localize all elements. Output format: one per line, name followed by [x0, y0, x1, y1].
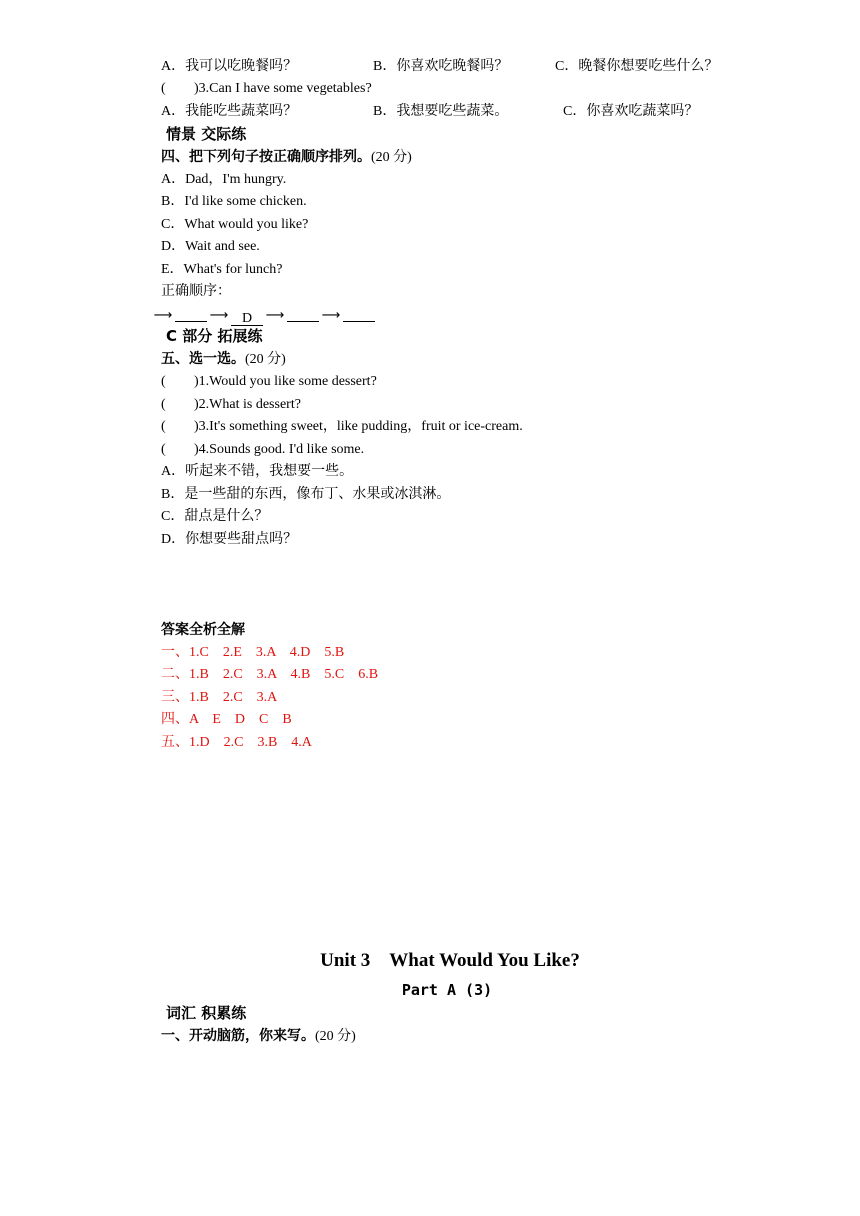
- q4-order-row: [151, 307, 375, 326]
- arrow-icon: ⟶: [265, 308, 285, 323]
- answer-line-2: 二、1.B 2.C 3.A 4.B 5.C 6.B: [161, 667, 379, 682]
- q5-heading: 五、选一选。(20 分): [161, 351, 286, 367]
- section-b-heading: 情景 交际练: [166, 125, 247, 143]
- q5-item-2: ( )2.What is dessert?: [161, 397, 301, 412]
- q4-item-a: A．Dad，I'm hungry.: [161, 172, 287, 187]
- order-blank-3[interactable]: [287, 307, 319, 322]
- q3-3-text: 3.Can I have some vegetables?: [198, 81, 372, 96]
- answer-line-5: 五、1.D 2.C 3.B 4.A: [161, 735, 312, 750]
- q5-option-d: D．你想要些甜点吗？: [161, 532, 298, 547]
- q3-2-options: [161, 58, 297, 76]
- q3-3-option-a: A．我能吃些蔬菜吗？: [161, 104, 298, 119]
- q3-3-option-b: B．我想要吃些蔬菜。: [373, 104, 509, 119]
- answer-line-3: 三、1.B 2.C 3.A: [161, 690, 278, 705]
- q5-item-3: ( )3.It's something sweet，like pudding，fruit or ice-cream.: [161, 419, 523, 434]
- q5-item-4: ( )4.Sounds good. I'd like some.: [161, 442, 365, 457]
- arrow-icon: ⟶: [321, 308, 341, 323]
- q5-option-b: B．是一些甜的东西，像布丁、水果或冰淇淋。: [161, 487, 451, 502]
- q3-3-question: ( )3.Can I have some vegetables?: [161, 81, 372, 96]
- unit-q1-heading: 一、开动脑筋，你来写。(20 分): [161, 1028, 356, 1044]
- answer-line-4: 四、A E D C B: [161, 712, 292, 727]
- q4-item-c: C．What would you like?: [161, 217, 309, 232]
- q5-option-c: C．甜点是什么？: [161, 509, 269, 524]
- unit-subtitle: Part A (3): [401, 981, 493, 999]
- q3-2-option-a: A．我可以吃晚餐吗？: [161, 59, 298, 74]
- q4-item-e: E．What's for lunch?: [161, 262, 283, 277]
- arrow-icon: ⟶: [153, 308, 173, 323]
- q5-item-1: ( )1.Would you like some dessert?: [161, 374, 377, 389]
- q3-2-option-b: B．你喜欢吃晚餐吗？: [373, 59, 509, 74]
- unit-title: Unit 3 What Would You Like?: [320, 950, 580, 971]
- vocab-section-heading: 词汇 积累练: [166, 1004, 247, 1022]
- answer-line-1: 一、1.C 2.E 3.A 4.D 5.B: [161, 645, 345, 660]
- q4-item-b: B．I'd like some chicken.: [161, 194, 307, 209]
- order-blank-1[interactable]: [175, 307, 207, 322]
- q5-option-a: A．听起来不错，我想要一些。: [161, 464, 354, 479]
- q3-3-option-c: C．你喜欢吃蔬菜吗？: [563, 104, 699, 119]
- order-blank-4[interactable]: [343, 307, 375, 322]
- order-blank-2[interactable]: D: [231, 311, 263, 326]
- q4-order-label: 正确顺序：: [161, 284, 231, 299]
- section-c-heading: C 部分 拓展练: [166, 327, 263, 345]
- answers-heading: 答案全析全解: [161, 622, 245, 638]
- q4-heading: 四、把下列句子按正确顺序排列。(20 分): [161, 149, 412, 165]
- q3-2-option-c: C．晚餐你想要吃些什么？: [555, 59, 719, 74]
- arrow-icon: ⟶: [209, 308, 229, 323]
- q4-item-d: D．Wait and see.: [161, 239, 260, 254]
